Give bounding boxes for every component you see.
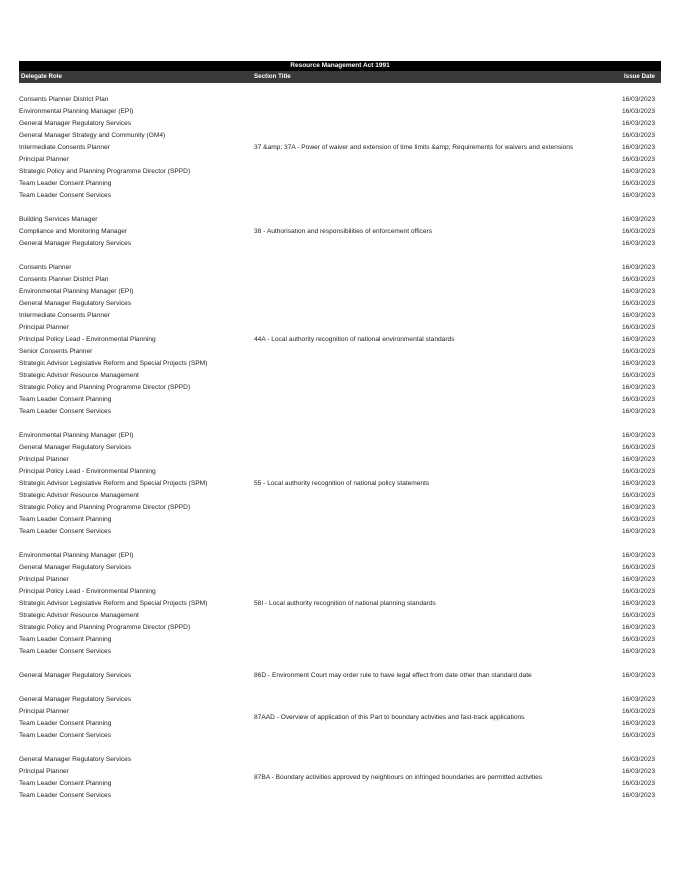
issue-date: 16/03/2023 <box>621 156 655 163</box>
delegate-role: Team Leader Consent Services <box>19 732 111 739</box>
section-title-cell <box>254 94 609 202</box>
delegate-role: Principal Policy Lead - Environmental Planning <box>19 588 156 595</box>
delegate-role: Strategic Advisor Legislative Reform and Special Projects (SPM) <box>19 360 208 367</box>
document-title: Resource Management Act 1991 <box>19 61 661 71</box>
delegate-role: Compliance and Monitoring Manager <box>19 228 128 235</box>
issue-date: 16/03/2023 <box>621 360 655 367</box>
delegate-role-list <box>19 550 254 658</box>
delegate-role: Environmental Planning Manager (EPI) <box>19 108 134 115</box>
delegate-role: General Manager Regulatory Services <box>19 564 132 571</box>
section-title: 38 - Authorisation and responsibilities of enforcement officers <box>254 228 433 235</box>
delegate-role: Senior Consents Planner <box>19 348 93 355</box>
issue-date: 16/03/2023 <box>621 768 655 775</box>
delegate-role: Principal Policy Lead - Environmental Planning <box>19 336 156 343</box>
issue-date-list <box>609 214 661 250</box>
section-title-cell <box>254 754 609 802</box>
issue-date: 16/03/2023 <box>621 564 655 571</box>
delegate-role: Environmental Planning Manager (EPI) <box>19 288 134 295</box>
delegate-role: General Manager Regulatory Services <box>19 444 132 451</box>
issue-date-list <box>609 94 661 202</box>
section-title: 87AAD - Overview of application of this Part to boundary activities and fast-track applications <box>254 714 525 721</box>
table-header <box>19 71 661 83</box>
issue-date: 16/03/2023 <box>621 132 655 139</box>
issue-date: 16/03/2023 <box>621 144 655 151</box>
delegate-role: Consents Planner <box>19 264 72 271</box>
delegate-role: General Manager Regulatory Services <box>19 696 132 703</box>
section-title: 87BA - Boundary activities approved by neighbours on infringed boundaries are permitted activities <box>254 774 543 781</box>
delegate-role: Strategic Policy and Planning Programme Director (SPPD) <box>19 384 191 391</box>
section-title: 86D - Environment Court may order rule to have legal effect from date other than standard date <box>254 672 532 679</box>
delegate-role: Strategic Advisor Resource Management <box>19 612 139 619</box>
issue-date: 16/03/2023 <box>621 708 655 715</box>
header-issue-date: Issue Date <box>624 73 655 80</box>
delegate-role: Environmental Planning Manager (EPI) <box>19 552 134 559</box>
section-title-cell <box>254 430 609 538</box>
issue-date: 16/03/2023 <box>621 432 655 439</box>
delegate-role: Team Leader Consent Services <box>19 648 111 655</box>
delegate-role: Building Services Manager <box>19 216 98 223</box>
issue-date: 16/03/2023 <box>621 384 655 391</box>
delegate-role: Team Leader Consent Planning <box>19 720 112 727</box>
issue-date: 16/03/2023 <box>621 168 655 175</box>
delegation-group <box>19 670 661 682</box>
issue-date: 16/03/2023 <box>621 780 655 787</box>
section-title: 58I - Local authority recognition of national planning standards <box>254 600 436 607</box>
section-title-cell <box>254 550 609 658</box>
delegation-group <box>19 754 661 802</box>
delegation-group <box>19 430 661 538</box>
delegate-role-list <box>19 262 254 418</box>
issue-date: 16/03/2023 <box>621 600 655 607</box>
delegate-role-list <box>19 430 254 538</box>
delegate-role-list <box>19 670 254 682</box>
delegation-group <box>19 694 661 742</box>
issue-date: 16/03/2023 <box>621 228 655 235</box>
section-title: 55 - Local authority recognition of national policy statements <box>254 480 430 487</box>
issue-date-list <box>609 430 661 538</box>
issue-date: 16/03/2023 <box>621 120 655 127</box>
delegate-role: Environmental Planning Manager (EPI) <box>19 432 134 439</box>
issue-date: 16/03/2023 <box>621 336 655 343</box>
delegate-role: Principal Planner <box>19 324 69 331</box>
issue-date: 16/03/2023 <box>621 552 655 559</box>
delegate-role: Team Leader Consent Planning <box>19 180 112 187</box>
section-title-cell <box>254 694 609 742</box>
issue-date-list <box>609 670 661 682</box>
issue-date: 16/03/2023 <box>621 300 655 307</box>
delegate-role: General Manager Regulatory Services <box>19 300 132 307</box>
delegation-group <box>19 550 661 658</box>
issue-date: 16/03/2023 <box>621 444 655 451</box>
issue-date: 16/03/2023 <box>621 324 655 331</box>
issue-date: 16/03/2023 <box>621 636 655 643</box>
issue-date: 16/03/2023 <box>621 456 655 463</box>
issue-date: 16/03/2023 <box>621 588 655 595</box>
delegate-role: Team Leader Consent Services <box>19 192 111 199</box>
delegate-role: Strategic Advisor Resource Management <box>19 492 139 499</box>
issue-date: 16/03/2023 <box>621 348 655 355</box>
delegate-role: Strategic Policy and Planning Programme Director (SPPD) <box>19 624 191 631</box>
delegate-role: General Manager Regulatory Services <box>19 120 132 127</box>
delegate-role: Principal Planner <box>19 576 69 583</box>
issue-date: 16/03/2023 <box>621 468 655 475</box>
issue-date: 16/03/2023 <box>621 528 655 535</box>
delegate-role: Intermediate Consents Planner <box>19 312 110 319</box>
delegation-group <box>19 94 661 202</box>
issue-date-list <box>609 550 661 658</box>
issue-date: 16/03/2023 <box>621 576 655 583</box>
delegate-role: Team Leader Consent Planning <box>19 636 112 643</box>
section-title-cell <box>254 214 609 250</box>
delegate-role: Principal Planner <box>19 456 69 463</box>
section-title-cell <box>254 670 609 682</box>
issue-date: 16/03/2023 <box>621 492 655 499</box>
issue-date: 16/03/2023 <box>621 672 655 679</box>
issue-date: 16/03/2023 <box>621 408 655 415</box>
delegation-document <box>19 61 661 814</box>
delegate-role: General Manager Strategy and Community (GM4) <box>19 132 166 139</box>
issue-date-list <box>609 694 661 742</box>
delegate-role: Team Leader Consent Services <box>19 792 111 799</box>
issue-date-list <box>609 262 661 418</box>
delegate-role: Consents Planner District Plan <box>19 96 109 103</box>
delegate-role: General Manager Regulatory Services <box>19 240 132 247</box>
issue-date: 16/03/2023 <box>621 288 655 295</box>
delegate-role: Team Leader Consent Planning <box>19 516 112 523</box>
delegate-role: Principal Planner <box>19 708 69 715</box>
issue-date: 16/03/2023 <box>621 732 655 739</box>
delegate-role: Team Leader Consent Services <box>19 528 111 535</box>
delegation-group <box>19 262 661 418</box>
delegate-role: Strategic Policy and Planning Programme Director (SPPD) <box>19 504 191 511</box>
header-section-title: Section Title <box>254 73 291 80</box>
section-title-cell <box>254 262 609 418</box>
delegate-role: Strategic Policy and Planning Programme Director (SPPD) <box>19 168 191 175</box>
issue-date: 16/03/2023 <box>621 276 655 283</box>
issue-date: 16/03/2023 <box>621 612 655 619</box>
header-delegate-role: Delegate Role <box>21 73 62 80</box>
delegate-role: Consents Planner District Plan <box>19 276 109 283</box>
issue-date: 16/03/2023 <box>621 792 655 799</box>
delegate-role: Principal Planner <box>19 156 69 163</box>
delegate-role: Principal Planner <box>19 768 69 775</box>
issue-date: 16/03/2023 <box>621 96 655 103</box>
issue-date: 16/03/2023 <box>621 108 655 115</box>
issue-date: 16/03/2023 <box>621 264 655 271</box>
delegate-role-list <box>19 94 254 202</box>
delegate-role: Intermediate Consents Planner <box>19 144 110 151</box>
delegation-group <box>19 214 661 250</box>
issue-date: 16/03/2023 <box>621 504 655 511</box>
delegation-groups <box>19 94 661 802</box>
issue-date: 16/03/2023 <box>621 516 655 523</box>
issue-date-list <box>609 754 661 802</box>
issue-date: 16/03/2023 <box>621 624 655 631</box>
delegate-role: General Manager Regulatory Services <box>19 672 132 679</box>
delegate-role: Strategic Advisor Legislative Reform and Special Projects (SPM) <box>19 480 208 487</box>
issue-date: 16/03/2023 <box>621 756 655 763</box>
delegate-role: Team Leader Consent Planning <box>19 780 112 787</box>
delegate-role: Strategic Advisor Legislative Reform and Special Projects (SPM) <box>19 600 208 607</box>
delegate-role: Strategic Advisor Resource Management <box>19 372 139 379</box>
issue-date: 16/03/2023 <box>621 180 655 187</box>
section-title: 44A - Local authority recognition of national environmental standards <box>254 336 455 343</box>
issue-date: 16/03/2023 <box>621 216 655 223</box>
issue-date: 16/03/2023 <box>621 696 655 703</box>
issue-date: 16/03/2023 <box>621 396 655 403</box>
delegate-role: General Manager Regulatory Services <box>19 756 132 763</box>
section-title: 37 &amp; 37A - Power of waiver and extension of time limits &amp; Requirements for waivers and extensions <box>254 144 574 151</box>
issue-date: 16/03/2023 <box>621 312 655 319</box>
delegate-role-list <box>19 754 254 802</box>
delegate-role: Team Leader Consent Services <box>19 408 111 415</box>
issue-date: 16/03/2023 <box>621 372 655 379</box>
issue-date: 16/03/2023 <box>621 240 655 247</box>
delegate-role: Principal Policy Lead - Environmental Planning <box>19 468 156 475</box>
issue-date: 16/03/2023 <box>621 192 655 199</box>
delegate-role-list <box>19 694 254 742</box>
delegate-role: Team Leader Consent Planning <box>19 396 112 403</box>
issue-date: 16/03/2023 <box>621 648 655 655</box>
delegate-role-list <box>19 214 254 250</box>
issue-date: 16/03/2023 <box>621 480 655 487</box>
issue-date: 16/03/2023 <box>621 720 655 727</box>
